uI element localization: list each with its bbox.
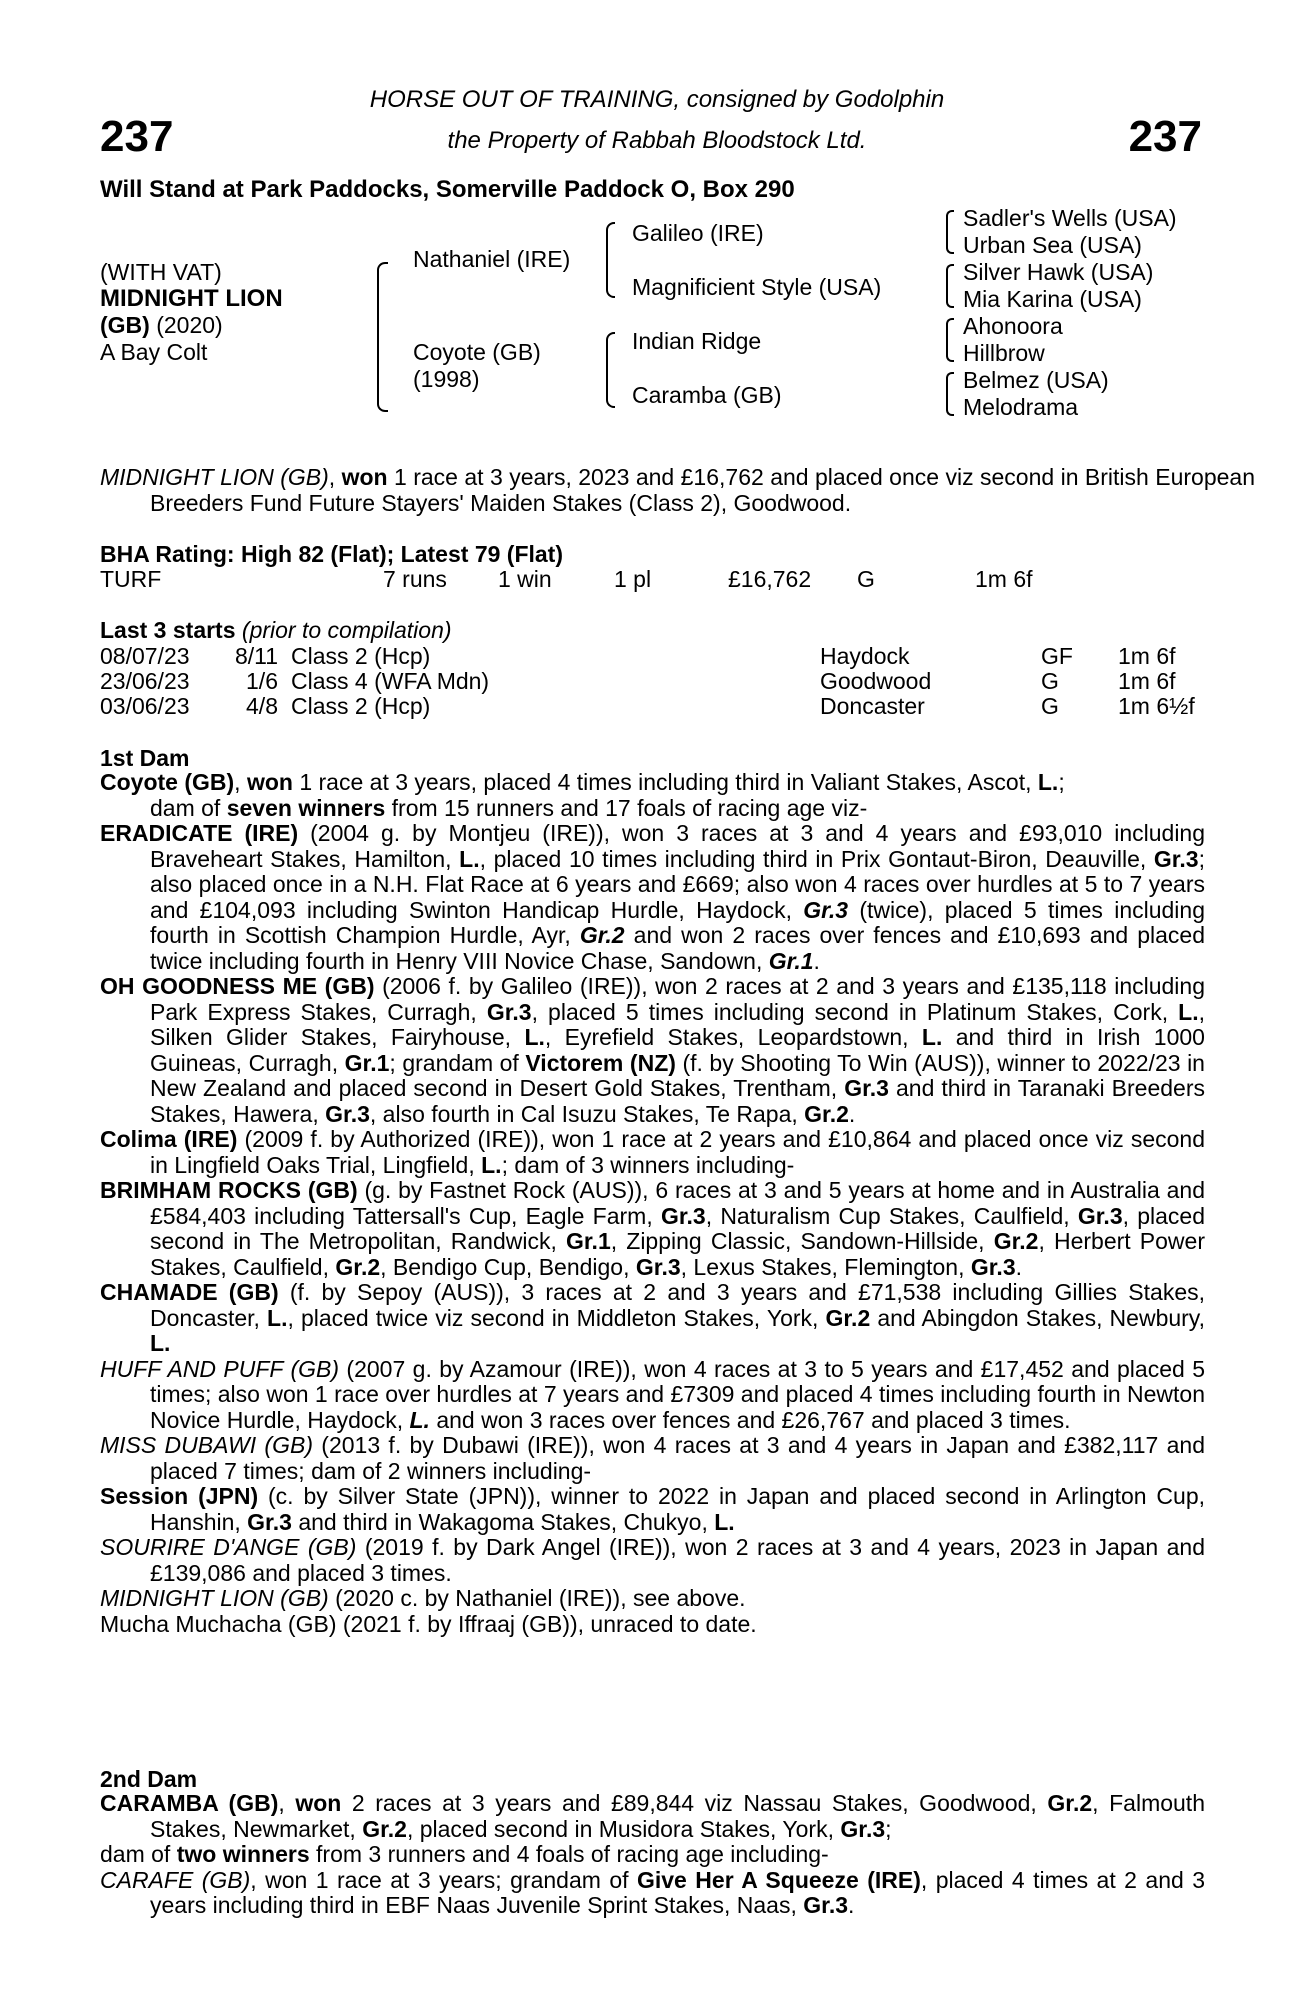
produce-session: Session (JPN) (c. by Silver State (JPN)), winner to 2022 in Japan and placed second in Arlington Cup, Hanshin, Gr.3 and third in Wakagoma Stakes, Chukyo, L. xyxy=(100,1483,1205,1535)
first-dam-heading: 1st Dam xyxy=(100,745,190,771)
pedigree-sds: Silver Hawk (USA) xyxy=(963,259,1154,285)
rating-distance: 1m 6f xyxy=(975,566,1033,592)
produce-midnight-lion: MIDNIGHT LION (GB) (2020 c. by Nathaniel (IRE)), see above. xyxy=(100,1585,746,1611)
first-dam-section xyxy=(100,770,1205,1637)
produce-eradicate: ERADICATE (IRE) (2004 g. by Montjeu (IRE)), won 3 races at 3 and 4 years and £93,010 including Braveheart Stakes, Hamilton, L., placed 10 times including third in Prix Gontaut-Biron, Deauville, Gr.3; also placed once in a N.H. Flat Race at 6 years and £669; also won 4 races over hurdles at 5 to 7 years and £104,093 including Swinton Handicap Hurdle, Haydock, Gr.3 (twice), placed 5 times including fourth in Scottish Champion Hurdle, Ayr, Gr.2 and won 2 races over fences and £10,693 and placed twice including fourth in Henry VIII Novice Chase, Sandown, Gr.1. xyxy=(100,820,1206,974)
produce-mucha-muchacha: Mucha Muchacha (GB) (2021 f. by Iffraaj (GB)), unraced to date. xyxy=(100,1610,757,1637)
pedigree-dss: Ahonoora xyxy=(963,313,1063,339)
start-date: 03/06/23 xyxy=(100,693,190,719)
start-position: 8/11 xyxy=(234,643,278,669)
pedigree-ssd: Urban Sea (USA) xyxy=(963,232,1142,258)
first-dam-intro: Coyote (GB), won 1 race at 3 years, placed 4 times including third in Valiant Stakes, Ascot, L.; dam of seven winners from 15 runners and 17 foals of racing age viz- xyxy=(100,769,1065,821)
produce-miss-dubawi: MISS DUBAWI (GB) (2013 f. by Dubawi (IRE)), won 4 races at 3 and 4 years in Japan and £382,117 and placed 7 times; dam of 2 winners including- xyxy=(100,1432,1205,1484)
produce-huff-and-puff: HUFF AND PUFF (GB) (2007 g. by Azamour (IRE)), won 4 races at 3 to 5 years and £17,452 and placed 5 times; also won 1 race over hurdles at 7 years and £7309 and placed 4 times including fourth in Newton Novice Hurdle, Haydock, L. and won 3 races over fences and £26,767 and placed 3 times. xyxy=(100,1355,1205,1433)
produce-sourire-dange: SOURIRE D'ANGE (GB) (2019 f. by Dark Angel (IRE)), won 2 races at 3 and 4 years, 2023 in Japan and £139,086 and placed 3 times. xyxy=(100,1534,1205,1586)
start-course: Doncaster xyxy=(820,693,925,719)
horse-origin: (GB) xyxy=(100,312,150,338)
start-race: Class 4 (WFA Mdn) xyxy=(291,668,490,694)
second-dam-caramba: CARAMBA (GB), won 2 races at 3 years and £89,844 viz Nassau Stakes, Goodwood, Gr.2, Falmouth Stakes, Newmarket, Gr.2, placed second in Musidora Stakes, York, Gr.3; xyxy=(100,1790,1205,1842)
rating-earnings: £16,762 xyxy=(728,566,812,592)
start-distance: 1m 6f xyxy=(1118,668,1176,694)
stand-location: Will Stand at Park Paddocks, Somerville Paddock O, Box 290 xyxy=(100,176,795,203)
pedigree-dam-year: (1998) xyxy=(413,366,480,392)
rating-surface: TURF xyxy=(100,566,162,592)
pedigree-sire-dam: Magnificient Style (USA) xyxy=(632,274,882,300)
pedigree-dam: Coyote (GB) xyxy=(413,339,541,365)
pedigree-dam-dam: Caramba (GB) xyxy=(632,382,782,408)
pedigree-brace-sire xyxy=(606,222,615,298)
rating-going: G xyxy=(857,566,875,592)
horse-name: MIDNIGHT LION xyxy=(100,285,283,312)
produce-oh-goodness-me: OH GOODNESS ME (GB) (2006 f. by Galileo (IRE)), won 2 races at 2 and 3 years and £135,118 including Park Express Stakes, Curragh, Gr.3, placed 5 times including second in Platinum Stakes, Cork, L., Silken Glider Stakes, Fairyhouse, L., Eyrefield Stakes, Leopardstown, L. and third in Irish 1000 Guineas, Curragh, Gr.1; grandam of Victorem (NZ) (f. by Shooting To Win (AUS)), winner to 2022/23 in New Zealand and placed second in Desert Gold Stakes, Trentham, Gr.3 and third in Taranaki Breeders Stakes, Hawera, Gr.3, also fourth in Cal Isuzu Stakes, Te Rapa, Gr.2. xyxy=(100,973,1205,1127)
start-course: Haydock xyxy=(820,643,910,669)
header-property: the Property of Rabbah Bloodstock Ltd. xyxy=(447,127,867,154)
last-starts-title: Last 3 starts (prior to compilation) xyxy=(100,617,452,643)
start-distance: 1m 6f xyxy=(1118,643,1176,669)
rating-wins: 1 win xyxy=(498,566,552,592)
pedigree-brace-main xyxy=(377,262,388,412)
second-dam-section xyxy=(100,1791,1205,1919)
produce-chamade: CHAMADE (GB) (f. by Sepoy (AUS)), 3 races at 2 and 3 years and £71,538 including Gillies Stakes, Doncaster, L., placed twice viz second in Middleton Stakes, York, Gr.2 and Abingdon Stakes, Newbury, L. xyxy=(100,1279,1205,1356)
produce-brimham-rocks: BRIMHAM ROCKS (GB) (g. by Fastnet Rock (AUS)), 6 races at 3 and 5 years at home and in Australia and £584,403 including Tattersall's Cup, Eagle Farm, Gr.3, Naturalism Cup Stakes, Caulfield, Gr.3, placed second in The Metropolitan, Randwick, Gr.1, Zipping Classic, Sandown-Hillside, Gr.2, Herbert Power Stakes, Caulfield, Gr.2, Bendigo Cup, Bendigo, Gr.3, Lexus Stakes, Flemington, Gr.3. xyxy=(100,1177,1206,1280)
pedigree-sire: Nathaniel (IRE) xyxy=(413,246,571,272)
start-date: 23/06/23 xyxy=(100,668,190,694)
lot-number-left: 237 xyxy=(100,112,174,161)
pedigree-dsd: Hillbrow xyxy=(963,340,1045,366)
vat-note: (WITH VAT) xyxy=(100,259,222,285)
pedigree-brace-dam xyxy=(606,332,615,408)
start-position: 4/8 xyxy=(246,693,278,719)
pedigree-sire-sire: Galileo (IRE) xyxy=(632,220,764,246)
race-summary: MIDNIGHT LION (GB), won 1 race at 3 years, 2023 and £16,762 and placed once viz second in British European Breeders Fund Future Stayers' Maiden Stakes (Class 2), Goodwood. xyxy=(100,464,1255,516)
bha-rating: BHA Rating: High 82 (Flat); Latest 79 (Flat) xyxy=(100,541,563,567)
start-race: Class 2 (Hcp) xyxy=(291,693,431,719)
second-dam-produce-summary: dam of two winners from 3 runners and 4 foals of racing age including- xyxy=(100,1841,829,1867)
pedigree-brace-g3 xyxy=(946,318,954,362)
start-distance: 1m 6½f xyxy=(1118,693,1195,719)
header-consignor: HORSE OUT OF TRAINING, consigned by Godolphin xyxy=(369,86,945,113)
start-course: Goodwood xyxy=(820,668,932,694)
horse-origin-year xyxy=(100,312,223,339)
pedigree-brace-g1 xyxy=(946,210,954,254)
pedigree-brace-g2 xyxy=(946,264,954,308)
start-going: G xyxy=(1041,668,1059,694)
rating-placed: 1 pl xyxy=(614,566,652,592)
produce-colima: Colima (IRE) (2009 f. by Authorized (IRE)), won 1 race at 2 years and £10,864 and placed once viz second in Lingfield Oaks Trial, Lingfield, L.; dam of 3 winners including- xyxy=(100,1126,1206,1178)
start-position: 1/6 xyxy=(246,668,278,694)
pedigree-brace-g4 xyxy=(946,372,954,416)
lot-number-right: 237 xyxy=(1128,112,1202,161)
produce-carafe: CARAFE (GB), won 1 race at 3 years; grandam of Give Her A Squeeze (IRE), placed 4 times at 2 and 3 years including third in EBF Naas Juvenile Sprint Stakes, Naas, Gr.3. xyxy=(100,1866,1206,1918)
start-going: GF xyxy=(1041,643,1073,669)
second-dam-heading: 2nd Dam xyxy=(100,1766,198,1792)
horse-description: A Bay Colt xyxy=(100,339,208,365)
pedigree-sss: Sadler's Wells (USA) xyxy=(963,205,1177,231)
start-going: G xyxy=(1041,693,1059,719)
start-date: 08/07/23 xyxy=(100,643,190,669)
pedigree-sdd: Mia Karina (USA) xyxy=(963,286,1142,312)
pedigree-dds: Belmez (USA) xyxy=(963,367,1109,393)
horse-year: (2020) xyxy=(149,312,223,338)
rating-runs: 7 runs xyxy=(383,566,447,592)
start-race: Class 2 (Hcp) xyxy=(291,643,431,669)
pedigree-ddd: Melodrama xyxy=(963,394,1079,420)
pedigree-dam-sire: Indian Ridge xyxy=(632,328,762,354)
